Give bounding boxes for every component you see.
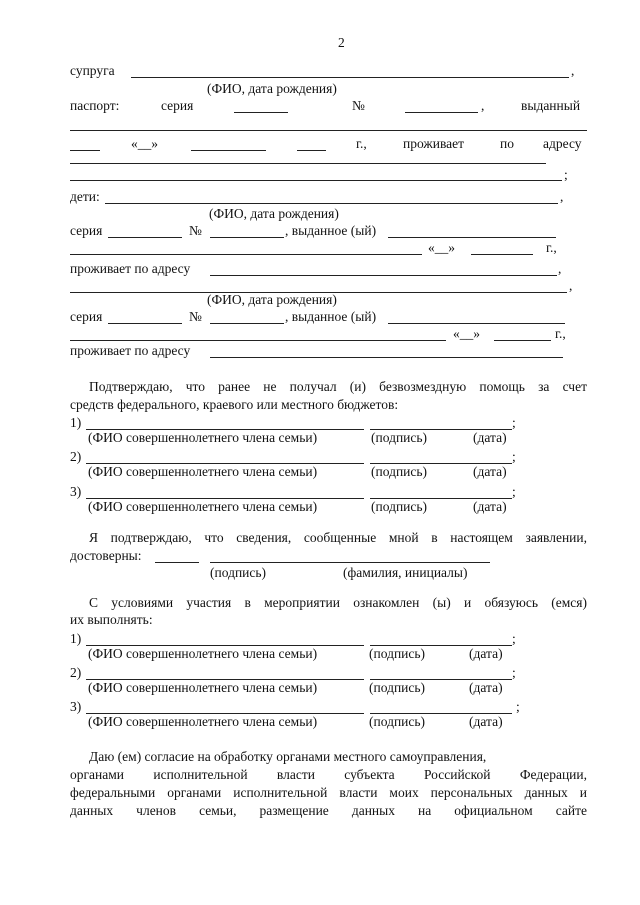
passport-label: паспорт:	[70, 98, 120, 113]
row-number: 3)	[70, 484, 82, 499]
child-1-series-field[interactable]	[108, 237, 182, 238]
spouse-name-field[interactable]	[131, 77, 569, 78]
number-label: №	[352, 98, 365, 113]
semicolon: ;	[512, 415, 516, 430]
conditions-line-2: их выполнять:	[70, 612, 153, 627]
signature-caption: (подпись)	[371, 499, 428, 514]
member-caption: (ФИО совершеннолетнего члена семьи)	[88, 464, 318, 479]
child-2-issued-by-field-2[interactable]	[70, 340, 446, 341]
member-caption: (ФИО совершеннолетнего члена семьи)	[88, 646, 318, 661]
child-2-date-quote: «__»	[453, 326, 480, 341]
applicant-signature-field[interactable]	[155, 562, 199, 563]
issue-year-field[interactable]	[297, 150, 326, 151]
signature-caption: (подпись)	[369, 680, 426, 695]
child-1-issued-label: , выданное (ый)	[285, 223, 377, 238]
signature-caption: (подпись)	[371, 464, 428, 479]
member-caption: (ФИО совершеннолетнего члена семьи)	[88, 714, 318, 729]
spouse-address-field-2[interactable]	[70, 180, 562, 181]
signature-caption: (подпись)	[369, 646, 426, 661]
date-caption: (дата)	[473, 430, 507, 445]
at-label: по	[500, 136, 514, 151]
member-caption: (ФИО совершеннолетнего члена семьи)	[88, 499, 318, 514]
spouse-name-caption: (ФИО, дата рождения)	[207, 81, 337, 96]
applicant-surname-field[interactable]	[210, 562, 490, 563]
child-2-year-label: г.,	[555, 326, 566, 341]
date-caption: (дата)	[469, 680, 503, 695]
child-1-issue-date-field[interactable]	[471, 254, 533, 255]
child-1-issued-by-field[interactable]	[388, 237, 556, 238]
semicolon: ;	[512, 449, 516, 464]
consent-line-3: федеральными органами исполнительной власти моих персональных данных и	[70, 785, 587, 800]
child-2-address-field[interactable]	[210, 357, 563, 358]
comma: ,	[569, 278, 573, 293]
row-number: 1)	[70, 415, 82, 430]
child-1-number-field[interactable]	[210, 237, 284, 238]
surname-caption: (фамилия, инициалы)	[343, 565, 468, 580]
member-caption: (ФИО совершеннолетнего члена семьи)	[88, 680, 318, 695]
child-1-name-caption: (ФИО, дата рождения)	[209, 206, 339, 221]
confirm-no-aid-line-2: средств федерального, краевого или местного бюджетов:	[70, 397, 399, 412]
comma: ,	[481, 98, 485, 113]
spouse-label: супруга	[70, 63, 115, 78]
child-1-address-label: проживает по адресу	[70, 261, 191, 276]
passport-issued-by-field[interactable]	[70, 130, 587, 131]
issued-label: выданный	[521, 98, 581, 113]
semicolon: ;	[516, 699, 520, 714]
lives-label: проживает	[403, 136, 465, 151]
child-1-address-field[interactable]	[210, 275, 557, 276]
child-1-name-field[interactable]	[105, 203, 558, 204]
child-2-series-field[interactable]	[108, 323, 182, 324]
consent-line-4: данных членов семьи, размещение данных на официальном сайте	[70, 803, 587, 818]
spouse-address-field[interactable]	[70, 163, 546, 164]
address-label: адресу	[543, 136, 582, 151]
semicolon: ;	[564, 167, 568, 182]
child-2-issued-by-field[interactable]	[388, 323, 565, 324]
child-1-year-label: г.,	[546, 240, 557, 255]
signature-caption: (подпись)	[371, 430, 428, 445]
series-label: серия	[161, 98, 194, 113]
row-number: 2)	[70, 449, 82, 464]
semicolon: ;	[512, 631, 516, 646]
consent-line-2: органами исполнительной власти субъекта Российской Федерации,	[70, 767, 587, 782]
children-label: дети:	[70, 189, 100, 204]
confirm-accuracy-line-2: достоверны:	[70, 548, 142, 563]
consent-line-1: Даю (ем) согласие на обработку органами местного самоуправления,	[89, 749, 487, 764]
child-1-number-label: №	[189, 223, 202, 238]
page-number: 2	[338, 35, 345, 50]
comma: ,	[560, 189, 564, 204]
child-1-date-quote: «__»	[428, 240, 455, 255]
confirm-no-aid-line-1: Подтверждаю, что ранее не получал (и) безвозмездную помощь за счет	[89, 379, 587, 394]
signature-caption: (подпись)	[369, 714, 426, 729]
confirm-accuracy-line-1: Я подтверждаю, что сведения, сообщенные мной в настоящем заявлении,	[89, 530, 587, 545]
date-caption: (дата)	[473, 464, 507, 479]
comma: ,	[558, 261, 562, 276]
semicolon: ;	[512, 665, 516, 680]
date-quote: «__»	[131, 136, 158, 151]
year-label: г.,	[356, 136, 367, 151]
child-1-series-label: серия	[70, 223, 103, 238]
semicolon: ;	[512, 484, 516, 499]
passport-number-field[interactable]	[405, 112, 478, 113]
date-caption: (дата)	[469, 714, 503, 729]
child-2-series-label: серия	[70, 309, 103, 324]
child-1-issued-by-field-2[interactable]	[70, 254, 422, 255]
child-2-address-label: проживает по адресу	[70, 343, 191, 358]
child-2-issue-date-field[interactable]	[494, 340, 551, 341]
comma: ,	[571, 63, 575, 78]
passport-series-field[interactable]	[234, 112, 288, 113]
date-caption: (дата)	[469, 646, 503, 661]
row-number: 1)	[70, 631, 82, 646]
date-caption: (дата)	[473, 499, 507, 514]
child-2-number-label: №	[189, 309, 202, 324]
child-2-issued-label: , выданное (ый)	[285, 309, 377, 324]
member-caption: (ФИО совершеннолетнего члена семьи)	[88, 430, 318, 445]
issue-month-field[interactable]	[191, 150, 266, 151]
signature-caption: (подпись)	[210, 565, 267, 580]
conditions-line-1: С условиями участия в мероприятии ознакомлен (ы) и обязуюсь (емся)	[89, 595, 587, 610]
row-number: 3)	[70, 699, 82, 714]
issued-by-continued-field[interactable]	[70, 150, 100, 151]
row-number: 2)	[70, 665, 82, 680]
child-2-number-field[interactable]	[210, 323, 284, 324]
child-2-name-caption: (ФИО, дата рождения)	[207, 292, 337, 307]
